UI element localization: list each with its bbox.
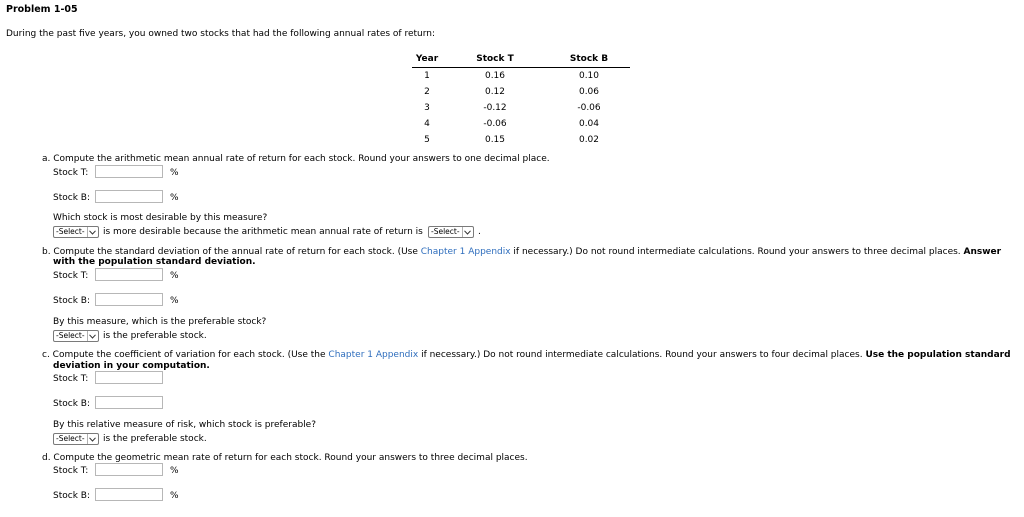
part-a-middle-text: is more desirable because the arithmetic mean annual rate of return is xyxy=(103,227,423,237)
cell-stock-t: 0.16 xyxy=(484,71,506,81)
cell-stock-t: -0.06 xyxy=(483,119,507,129)
chevron-down-icon xyxy=(87,331,97,341)
cell-stock-b: 0.04 xyxy=(578,119,600,129)
part-a-comparison-select[interactable] xyxy=(428,226,474,238)
part-a-followup: Which stock is most desirable by this measure? xyxy=(53,213,268,223)
cell-year: 5 xyxy=(424,135,430,145)
chevron-down-icon xyxy=(462,227,472,237)
part-d-stock-b-label: Stock B: xyxy=(53,491,90,501)
part-d-stock-t-input[interactable] xyxy=(95,463,163,476)
cell-year: 1 xyxy=(424,71,430,81)
part-b-question: b. Compute the standard deviation of the annual rate of return for each stock. (Use Chapter 1 Appendix if necessary.) Do not round intermediate calculations. Round your answers to three decimal places. Answer xyxy=(42,247,1002,257)
part-b-stock-select[interactable] xyxy=(53,330,99,342)
table-row xyxy=(412,132,630,148)
problem-intro: During the past five years, you owned two stocks that had the following annual rates of return: xyxy=(6,29,436,39)
part-c-stock-select[interactable] xyxy=(53,433,99,445)
part-b-stock-b-input[interactable] xyxy=(95,293,163,306)
chevron-down-icon xyxy=(87,434,97,444)
part-b-stock-b-unit: % xyxy=(170,296,179,306)
part-d-stock-b-unit: % xyxy=(170,491,179,501)
cell-stock-b: 0.10 xyxy=(578,71,600,81)
part-c-question-bold: deviation in your computation. xyxy=(53,361,210,371)
part-d-stock-t-label: Stock T: xyxy=(53,466,89,476)
table-header-row xyxy=(412,50,630,68)
part-a-stock-t-unit: % xyxy=(170,168,179,178)
part-a-question: a. Compute the arithmetic mean annual rate of return for each stock. Round your answers to one decimal place. xyxy=(42,154,550,164)
part-b-stock-t-label: Stock T: xyxy=(53,271,89,281)
part-c-select-suffix: is the preferable stock. xyxy=(103,434,207,444)
select-value: -Select- xyxy=(56,331,85,340)
part-c-stock-b-input[interactable] xyxy=(95,396,163,409)
part-b-stock-t-input[interactable] xyxy=(95,268,163,281)
part-a-end-text: . xyxy=(478,227,481,237)
part-c-question: c. Compute the coefficient of variation for each stock. (Use the Chapter 1 Appendix if necessary.) Do not round intermediate calculations. Round your answers to four decimal places. Use the population standard xyxy=(42,350,1011,360)
returns-table xyxy=(412,50,630,148)
select-value: -Select- xyxy=(56,434,85,443)
part-d-stock-b-input[interactable] xyxy=(95,488,163,501)
cell-stock-b: 0.02 xyxy=(578,135,600,145)
chevron-down-icon xyxy=(87,227,97,237)
part-a-stock-t-label: Stock T: xyxy=(53,168,89,178)
cell-stock-t: -0.12 xyxy=(483,103,507,113)
part-a-stock-b-input[interactable] xyxy=(95,190,163,203)
part-a-stock-select[interactable] xyxy=(53,226,99,238)
part-d-question: d. Compute the geometric mean rate of return for each stock. Round your answers to three decimal places. xyxy=(42,453,528,463)
cell-year: 2 xyxy=(424,87,430,97)
part-c-followup: By this relative measure of risk, which stock is preferable? xyxy=(53,420,316,430)
cell-stock-b: -0.06 xyxy=(577,103,601,113)
part-b-select-suffix: is the preferable stock. xyxy=(103,331,207,341)
part-b-question-bold: with the population standard deviation. xyxy=(53,257,256,267)
cell-stock-b: 0.06 xyxy=(578,87,600,97)
problem-title: Problem 1-05 xyxy=(6,4,78,15)
part-d-stock-t-unit: % xyxy=(170,466,179,476)
part-b-stock-b-label: Stock B: xyxy=(53,296,90,306)
col-header-stock-b: Stock B xyxy=(548,50,630,68)
part-b-stock-t-unit: % xyxy=(170,271,179,281)
col-header-stock-t: Stock T xyxy=(442,50,548,68)
cell-year: 4 xyxy=(424,119,430,129)
cell-stock-t: 0.12 xyxy=(484,87,506,97)
table-row xyxy=(412,84,630,100)
part-c-stock-t-label: Stock T: xyxy=(53,374,89,384)
part-a-stock-b-label: Stock B: xyxy=(53,193,90,203)
table-row xyxy=(412,68,630,85)
chapter-appendix-link[interactable]: Chapter 1 Appendix xyxy=(420,247,511,257)
part-c-stock-t-input[interactable] xyxy=(95,371,163,384)
cell-year: 3 xyxy=(424,103,430,113)
part-c-stock-b-label: Stock B: xyxy=(53,399,90,409)
table-row xyxy=(412,100,630,116)
part-a-stock-t-input[interactable] xyxy=(95,165,163,178)
chapter-appendix-link[interactable]: Chapter 1 Appendix xyxy=(328,350,419,360)
col-header-year: Year xyxy=(412,50,442,68)
select-value: -Select- xyxy=(56,227,85,236)
select-value: -Select- xyxy=(431,227,460,236)
cell-stock-t: 0.15 xyxy=(484,135,506,145)
part-a-stock-b-unit: % xyxy=(170,193,179,203)
table-row xyxy=(412,116,630,132)
part-b-followup: By this measure, which is the preferable stock? xyxy=(53,317,267,327)
